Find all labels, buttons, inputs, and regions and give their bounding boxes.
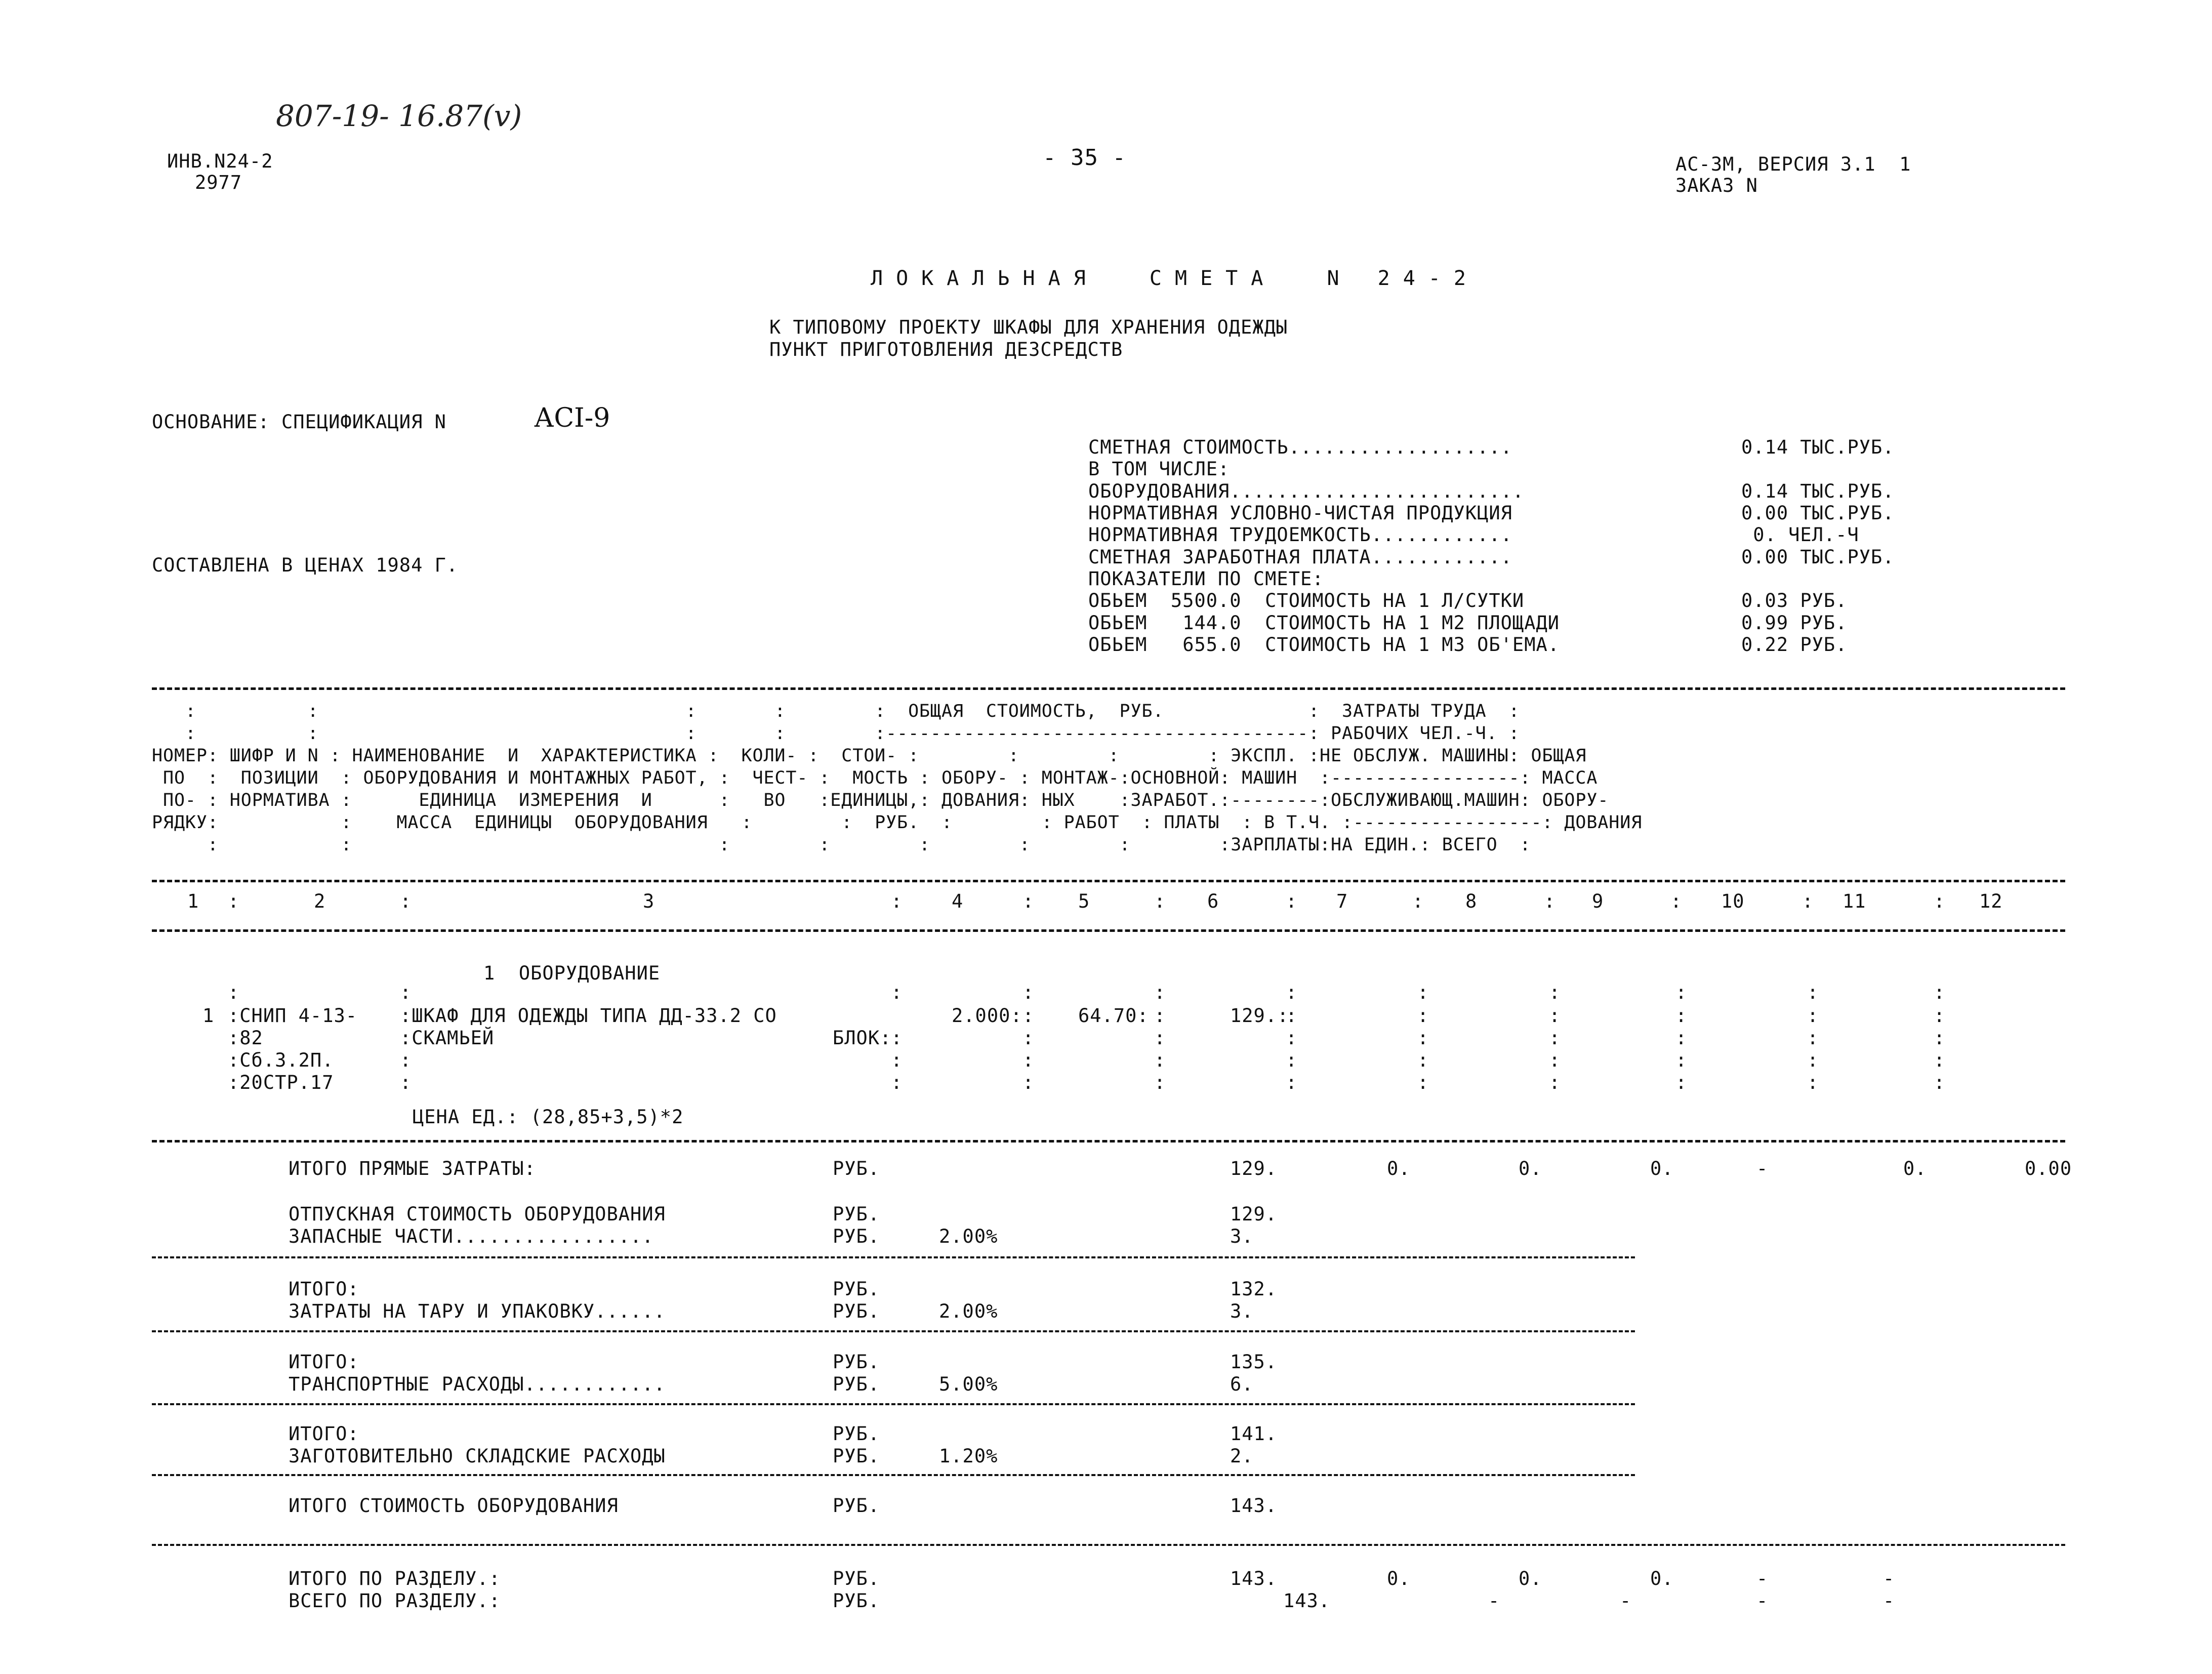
total-extra: - — [1883, 1590, 1895, 1612]
summary-value: 0.00 ТЫС.РУБ. — [1741, 502, 1895, 524]
total-unit: РУБ. — [833, 1568, 880, 1589]
row-separator: : — [1549, 1049, 1561, 1071]
prices-year: СОСТАВЛЕНА В ЦЕНАХ 1984 Г. — [152, 554, 459, 576]
summary-value: 0.03 РУБ. — [1741, 590, 1848, 611]
row-separator: : — [1934, 1072, 1946, 1093]
total-extra: 0. — [1903, 1158, 1927, 1179]
total-unit: РУБ. — [833, 1351, 880, 1373]
column-number: 3 — [643, 890, 655, 912]
header-line: : : : : : ОБЩАЯ СТОИМОСТЬ, РУБ. : ЗАТРАТЫ ТРУДА : — [152, 701, 1520, 721]
column-number: 9 — [1592, 890, 1604, 912]
header-line: НОМЕР: ШИФР И N : НАИМЕНОВАНИЕ И ХАРАКТЕРИСТИКА : КОЛИ- : СТОИ- : : : : ЭКСПЛ. :НЕ ОБСЛУЖ. МАШИНЫ: ОБЩАЯ — [152, 746, 1587, 766]
total-value: 2. — [1230, 1445, 1254, 1467]
row-separator: : — [1286, 1005, 1298, 1027]
header-line: РЯДКУ: : МАССА ЕДИНИЦЫ ОБОРУДОВАНИЯ : : РУБ. : : РАБОТ : ПЛАТЫ : В Т.Ч. :-----------------: ДОВАНИЯ — [152, 812, 1643, 833]
row-separator: : — [1154, 1027, 1166, 1049]
total-label: ЗАТРАТЫ НА ТАРУ И УПАКОВКУ...... — [289, 1300, 666, 1322]
page-number: - 35 - — [1043, 145, 1126, 171]
column-separator: : — [1022, 890, 1035, 912]
total-unit: РУБ. — [833, 1373, 880, 1395]
row-separator: : — [1154, 1049, 1166, 1071]
document-subtitle-1: К ТИПОВОМУ ПРОЕКТУ ШКАФЫ ДЛЯ ХРАНЕНИЯ ОДЕЖДЫ — [769, 316, 1288, 338]
row-separator: : — [1417, 982, 1429, 1003]
column-number: 7 — [1336, 890, 1348, 912]
row-separator: : — [1154, 1072, 1166, 1093]
row-separator: : — [1022, 1072, 1035, 1093]
column-number: 12 — [1979, 890, 2003, 912]
total-extra: - — [1756, 1158, 1769, 1179]
total-label: ЗАПАСНЫЕ ЧАСТИ................. — [289, 1226, 654, 1247]
header-rule-top — [152, 687, 2065, 690]
total-extra: - — [1488, 1590, 1500, 1612]
row-separator: : — [1934, 1027, 1946, 1049]
row-separator: : — [1286, 982, 1298, 1003]
summary-label: ПОКАЗАТЕЛИ ПО СМЕТЕ: — [1088, 568, 1324, 590]
row-separator: : — [1807, 1005, 1819, 1027]
row-separator: : — [1549, 982, 1561, 1003]
row-separator: : — [400, 982, 412, 1003]
column-number: 5 — [1078, 890, 1090, 912]
row-separator: : — [1022, 982, 1035, 1003]
column-number: 2 — [314, 890, 326, 912]
totals-rule — [152, 1140, 2065, 1142]
row-separator: : — [1675, 1005, 1688, 1027]
summary-value: 0.00 ТЫС.РУБ. — [1741, 546, 1895, 568]
total-label: ИТОГО: — [289, 1351, 359, 1373]
row-separator: : — [1675, 1072, 1688, 1093]
header-line: : : : : :--------------------------------------: РАБОЧИХ ЧЕЛ.-Ч. : — [152, 723, 1520, 744]
total-value: 143. — [1283, 1590, 1331, 1612]
row-separator: : — [1807, 1072, 1819, 1093]
total-unit: РУБ. — [833, 1226, 880, 1247]
row-separator: : — [891, 1049, 903, 1071]
total-extra: 0. — [1387, 1568, 1411, 1589]
header-line: : : : : : : : :ЗАРПЛАТЫ:НА ЕДИН.: ВСЕГО : — [152, 835, 1531, 855]
row-separator: : — [1417, 1005, 1429, 1027]
total-extra: 0. — [1519, 1158, 1542, 1179]
row-equipment: 129.: — [1230, 1005, 1289, 1027]
version-label: АС-3М, ВЕРСИЯ 3.1 1 — [1675, 153, 1911, 175]
total-extra: 0. — [1387, 1158, 1411, 1179]
document-subtitle-2: ПУНКТ ПРИГОТОВЛЕНИЯ ДЕЗСРЕДСТВ — [769, 339, 1123, 360]
handwritten-reference: 807-19- 16.87(v) — [276, 99, 522, 133]
row-separator: : — [1417, 1027, 1429, 1049]
column-separator: : — [1412, 890, 1424, 912]
row-separator: : — [1286, 1072, 1298, 1093]
header-line: ПО : ПОЗИЦИИ : ОБОРУДОВАНИЯ И МОНТАЖНЫХ РАБОТ, : ЧЕСТ- : МОСТЬ : ОБОРУ- : МОНТАЖ-:ОСНОВНОЙ: МАШИН :-----------------: МАССА — [152, 768, 1598, 788]
row-separator: : — [1022, 1049, 1035, 1071]
document-title: ЛОКАЛЬНАЯ СМЕТА N 24-2 — [871, 267, 1479, 290]
row-unit-price: 64.70: — [1078, 1005, 1149, 1027]
total-extra: 0. — [1650, 1158, 1674, 1179]
column-number: 8 — [1465, 890, 1478, 912]
totals-separator — [152, 1544, 2065, 1546]
column-number: 10 — [1721, 890, 1745, 912]
column-separator: : — [400, 890, 412, 912]
spec-number: АСI-9 — [534, 403, 610, 433]
total-value: 3. — [1230, 1300, 1254, 1322]
row-separator: : — [400, 1072, 412, 1093]
column-number: 11 — [1842, 890, 1866, 912]
summary-label: ОБЬЕМ 5500.0 СТОИМОСТЬ НА 1 Л/СУТКИ — [1088, 590, 1525, 611]
price-note: ЦЕНА ЕД.: (28,85+3,5)*2 — [413, 1106, 684, 1128]
order-label: ЗАКАЗ N — [1675, 175, 1758, 196]
column-number: 6 — [1207, 890, 1219, 912]
total-unit: РУБ. — [833, 1300, 880, 1322]
row-code: :20СТР.17 — [228, 1072, 334, 1093]
row-separator: : — [1675, 982, 1688, 1003]
row-separator: : — [1154, 1005, 1166, 1027]
total-value: 6. — [1230, 1373, 1254, 1395]
row-code: :Сб.3.2П. — [228, 1049, 334, 1071]
row-separator: : — [1549, 1072, 1561, 1093]
total-unit: РУБ. — [833, 1495, 880, 1517]
total-percent: 5.00% — [939, 1373, 998, 1395]
header-rule-bottom — [152, 929, 2065, 932]
total-label: ОТПУСКНАЯ СТОИМОСТЬ ОБОРУДОВАНИЯ — [289, 1203, 666, 1225]
row-separator: : — [1022, 1005, 1035, 1027]
summary-value: 0.99 РУБ. — [1741, 612, 1848, 634]
total-extra: - — [1756, 1568, 1769, 1589]
total-percent: 2.00% — [939, 1226, 998, 1247]
total-label: ИТОГО: — [289, 1278, 359, 1300]
row-separator: : — [1549, 1005, 1561, 1027]
total-value: 141. — [1230, 1423, 1278, 1445]
total-label: ИТОГО: — [289, 1423, 359, 1445]
row-separator: : — [1286, 1049, 1298, 1071]
totals-separator — [152, 1474, 1635, 1476]
row-separator: : — [1286, 1027, 1298, 1049]
row-name: :ШКАФ ДЛЯ ОДЕЖДЫ ТИПА ДД-33.2 СО — [400, 1005, 777, 1027]
summary-value: 0.14 ТЫС.РУБ. — [1741, 480, 1895, 502]
summary-label: СМЕТНАЯ СТОИМОСТЬ................... — [1088, 436, 1512, 458]
row-separator: : — [228, 982, 240, 1003]
row-separator: : — [1675, 1049, 1688, 1071]
row-separator: : — [1934, 982, 1946, 1003]
row-separator: : — [1934, 1049, 1946, 1071]
total-label: ВСЕГО ПО РАЗДЕЛУ.: — [289, 1590, 501, 1612]
column-separator: : — [1154, 890, 1166, 912]
totals-separator — [152, 1256, 1635, 1258]
total-unit: РУБ. — [833, 1203, 880, 1225]
column-separator: : — [1544, 890, 1556, 912]
inventory-code: 2977 — [195, 172, 242, 193]
total-label: ИТОГО ПО РАЗДЕЛУ.: — [289, 1568, 501, 1589]
summary-value: 0.22 РУБ. — [1741, 634, 1848, 656]
row-separator: : — [1154, 982, 1166, 1003]
row-separator: : — [891, 1072, 903, 1093]
row-name: : — [400, 1049, 412, 1071]
column-separator: : — [891, 890, 903, 912]
column-number: 4 — [952, 890, 964, 912]
row-number: 1 — [202, 1005, 215, 1027]
column-separator: : — [228, 890, 240, 912]
total-value: 135. — [1230, 1351, 1278, 1373]
column-separator: : — [1802, 890, 1814, 912]
summary-value: 0.14 ТЫС.РУБ. — [1741, 436, 1895, 458]
total-value: 129. — [1230, 1203, 1278, 1225]
total-value: 3. — [1230, 1226, 1254, 1247]
total-label: ЗАГОТОВИТЕЛЬНО СКЛАДСКИЕ РАСХОДЫ — [289, 1445, 666, 1467]
total-extra: 0.00 — [2025, 1158, 2072, 1179]
total-extra: 0. — [1519, 1568, 1542, 1589]
total-unit: РУБ. — [833, 1278, 880, 1300]
basis-label: ОСНОВАНИЕ: СПЕЦИФИКАЦИЯ N — [152, 411, 446, 433]
totals-separator — [152, 1330, 1635, 1332]
total-label: ИТОГО ПРЯМЫЕ ЗАТРАТЫ: — [289, 1158, 536, 1179]
row-separator: : — [1675, 1027, 1688, 1049]
row-code: :82 — [228, 1027, 263, 1049]
total-unit: РУБ. — [833, 1423, 880, 1445]
summary-label: ОБЬЕМ 144.0 СТОИМОСТЬ НА 1 М2 ПЛОЩАДИ — [1088, 612, 1560, 634]
total-label: ИТОГО СТОИМОСТЬ ОБОРУДОВАНИЯ — [289, 1495, 619, 1517]
column-number: 1 — [187, 890, 199, 912]
row-separator: : — [891, 1027, 903, 1049]
total-value: 129. — [1230, 1158, 1278, 1179]
row-unit: БЛОК: — [833, 1027, 892, 1049]
row-separator: : — [1934, 1005, 1946, 1027]
total-extra: - — [1756, 1590, 1769, 1612]
row-name: :СКАМЬЕЙ — [400, 1027, 495, 1049]
total-unit: РУБ. — [833, 1445, 880, 1467]
total-percent: 1.20% — [939, 1445, 998, 1467]
total-unit: РУБ. — [833, 1158, 880, 1179]
row-separator: : — [1417, 1072, 1429, 1093]
total-percent: 2.00% — [939, 1300, 998, 1322]
row-separator: : — [891, 982, 903, 1003]
column-separator: : — [1286, 890, 1298, 912]
row-code: :СНИП 4-13- — [228, 1005, 358, 1027]
total-value: 143. — [1230, 1495, 1278, 1517]
summary-label: НОРМАТИВНАЯ ТРУДОЕМКОСТЬ............ — [1088, 524, 1512, 546]
row-separator: : — [1807, 1049, 1819, 1071]
summary-label: СМЕТНАЯ ЗАРАБОТНАЯ ПЛАТА............ — [1088, 546, 1512, 568]
total-extra: - — [1620, 1590, 1632, 1612]
row-qty: 2.000: — [952, 1005, 1022, 1027]
total-extra: - — [1883, 1568, 1895, 1589]
inventory-number: ИНВ.N24-2 — [167, 150, 273, 172]
total-label: ТРАНСПОРТНЫЕ РАСХОДЫ............ — [289, 1373, 666, 1395]
row-separator: : — [1417, 1049, 1429, 1071]
row-separator: : — [1807, 1027, 1819, 1049]
total-extra: 0. — [1650, 1568, 1674, 1589]
row-separator: : — [1549, 1027, 1561, 1049]
section-title: 1 ОБОРУДОВАНИЕ — [483, 962, 661, 984]
header-rule-mid — [152, 880, 2065, 882]
column-separator: : — [1934, 890, 1946, 912]
summary-label: ОБЬЕМ 655.0 СТОИМОСТЬ НА 1 М3 ОБ'ЕМА. — [1088, 634, 1560, 656]
summary-label: ОБОРУДОВАНИЯ......................... — [1088, 480, 1525, 502]
total-unit: РУБ. — [833, 1590, 880, 1612]
summary-value: 0. ЧЕЛ.-Ч — [1741, 524, 1859, 546]
total-value: 132. — [1230, 1278, 1278, 1300]
summary-label: НОРМАТИВНАЯ УСЛОВНО-ЧИСТАЯ ПРОДУКЦИЯ — [1088, 502, 1512, 524]
totals-separator — [152, 1403, 1635, 1405]
row-separator: : — [1807, 982, 1819, 1003]
summary-label: В ТОМ ЧИСЛЕ: — [1088, 458, 1230, 480]
total-value: 143. — [1230, 1568, 1278, 1589]
column-separator: : — [1670, 890, 1683, 912]
header-line: ПО- : НОРМАТИВА : ЕДИНИЦА ИЗМЕРЕНИЯ И : ВО :ЕДИНИЦЫ,: ДОВАНИЯ: НЫХ :ЗАРАБОТ.:--------:ОБСЛУЖИВАЮЩ.МАШИН: ОБОРУ- — [152, 790, 1609, 810]
row-separator: : — [1022, 1027, 1035, 1049]
